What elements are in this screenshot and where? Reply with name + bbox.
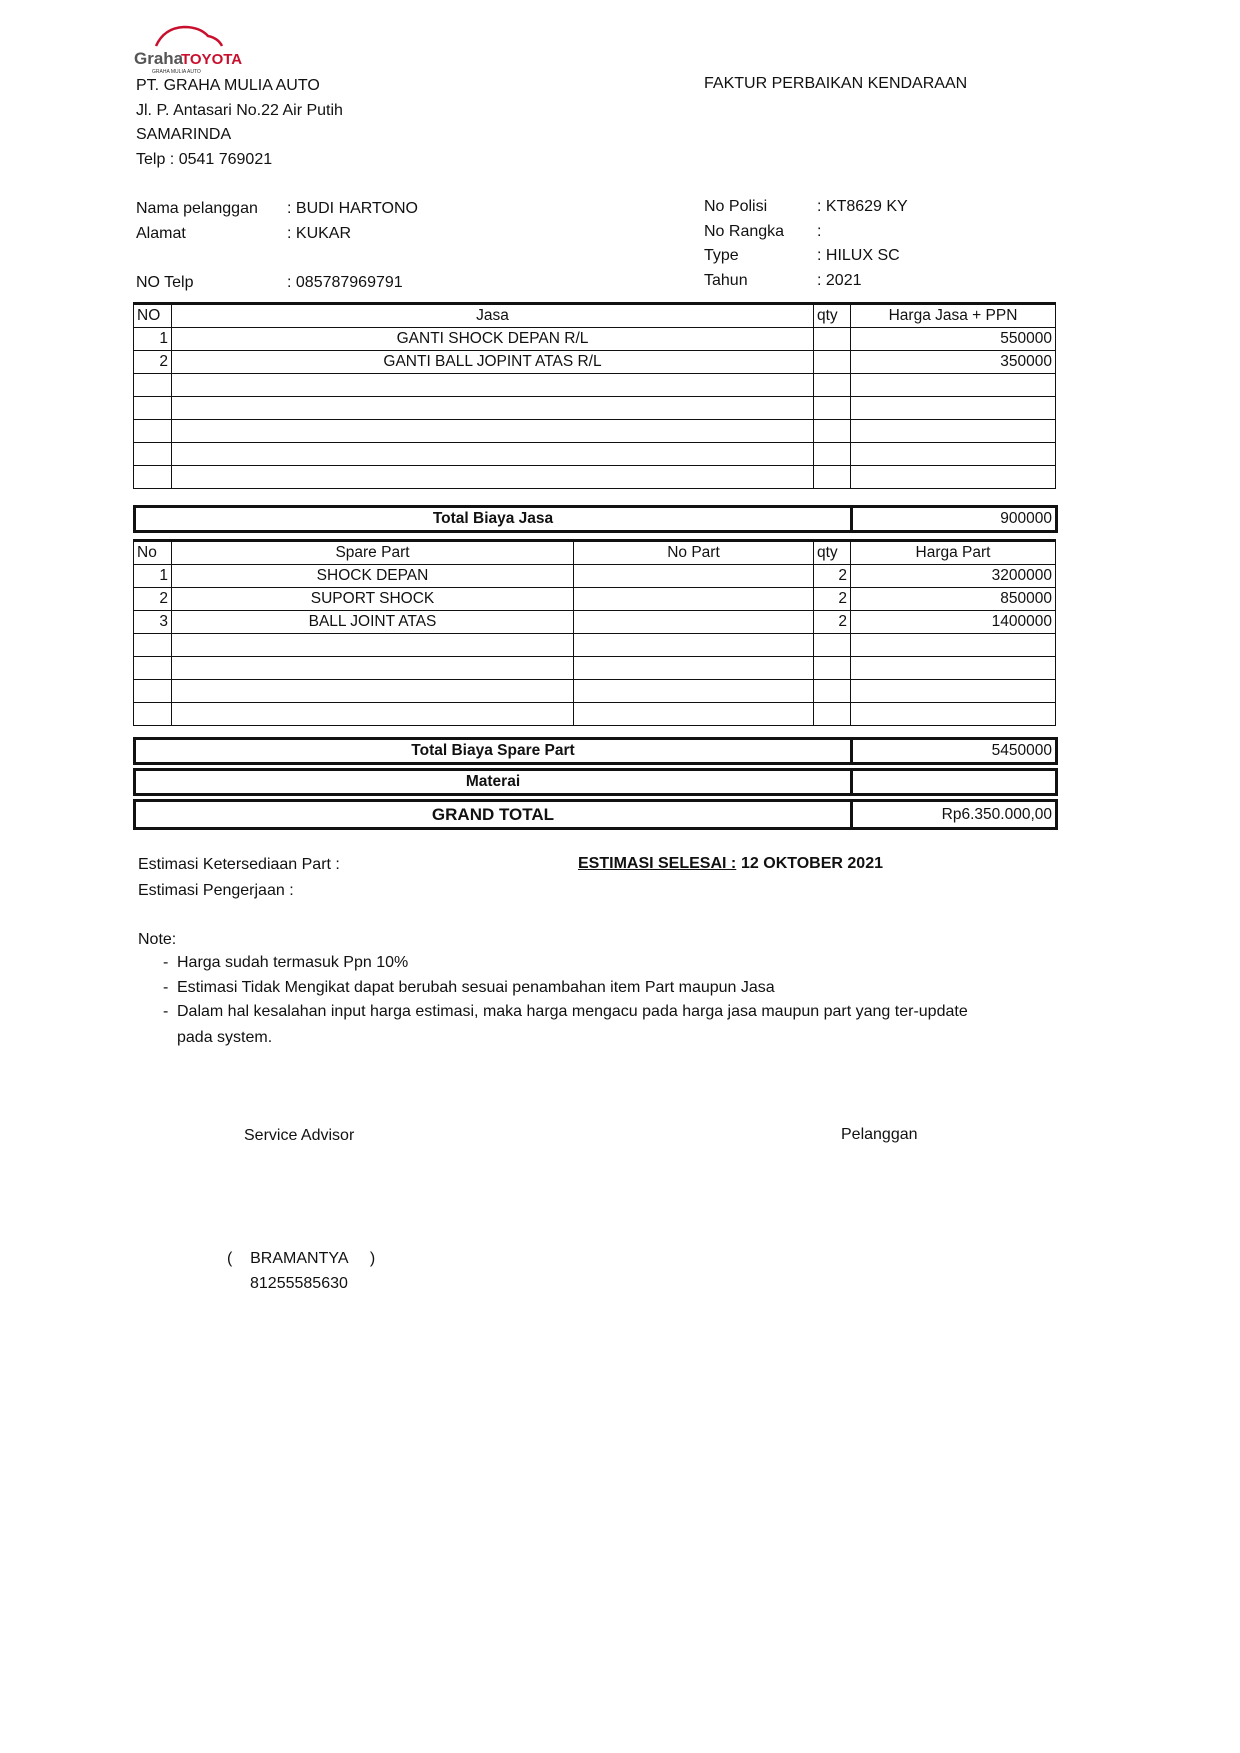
row-no	[134, 374, 172, 397]
materai-row	[133, 768, 1058, 796]
grand-total-value: Rp6.350.000,00	[852, 801, 1057, 829]
parts-total-value: 5450000	[852, 739, 1057, 764]
row-no	[134, 443, 172, 466]
row-service	[172, 374, 814, 397]
header-part-no: No Part	[574, 541, 814, 565]
note-item: Harga sudah termasuk Ppn 10%	[177, 954, 409, 971]
graha-toyota-logo	[134, 22, 244, 74]
row-qty: 2	[814, 588, 851, 611]
row-part-no	[574, 703, 814, 726]
row-no	[134, 634, 172, 657]
row-price	[851, 680, 1056, 703]
row-qty	[814, 397, 851, 420]
customer-address-value: : KUKAR	[287, 225, 352, 242]
row-price: 1400000	[851, 611, 1056, 634]
estimasi-pengerjaan-label: Estimasi Pengerjaan :	[138, 882, 294, 899]
row-service: GANTI BALL JOPINT ATAS R/L	[172, 351, 814, 374]
vehicle-chassis-value: :	[817, 223, 822, 240]
row-no	[134, 680, 172, 703]
parts-header-row	[134, 541, 1056, 565]
row-qty	[814, 466, 851, 489]
materai-value	[852, 770, 1057, 795]
row-no	[134, 657, 172, 680]
header-spare-part: Spare Part	[172, 541, 574, 565]
row-no	[134, 420, 172, 443]
header-qty: qty	[814, 304, 851, 328]
row-no: 2	[134, 351, 172, 374]
row-no: 3	[134, 611, 172, 634]
row-service: GANTI SHOCK DEPAN R/L	[172, 328, 814, 351]
vehicle-type-label: Type	[704, 247, 739, 264]
estimasi-selesai-value: 12 OKTOBER 2021	[741, 855, 883, 872]
vehicle-year-value: : 2021	[817, 272, 862, 289]
row-part-name	[172, 634, 574, 657]
note-title: Note:	[138, 931, 177, 948]
row-no: 1	[134, 565, 172, 588]
vehicle-year-label: Tahun	[704, 272, 748, 289]
jasa-total-value: 900000	[852, 507, 1057, 532]
row-no	[134, 397, 172, 420]
row-part-name: BALL JOINT ATAS	[172, 611, 574, 634]
svg-text:Graha: Graha	[134, 49, 184, 68]
jasa-row	[134, 466, 1056, 489]
advisor-name: ( BRAMANTYA )	[227, 1250, 376, 1267]
document-title: FAKTUR PERBAIKAN KENDARAAN	[704, 75, 968, 92]
jasa-row	[134, 443, 1056, 466]
row-price	[851, 634, 1056, 657]
row-qty: 2	[814, 565, 851, 588]
customer-phone-label: NO Telp	[136, 274, 194, 291]
row-qty	[814, 657, 851, 680]
header-jasa: Jasa	[172, 304, 814, 328]
row-price	[851, 420, 1056, 443]
row-qty	[814, 420, 851, 443]
row-part-name	[172, 657, 574, 680]
jasa-total-label: Total Biaya Jasa	[135, 507, 852, 532]
note-dash: -	[163, 1003, 169, 1020]
note-item: Estimasi Tidak Mengikat dapat berubah sesuai penambahan item Part maupun Jasa	[177, 979, 775, 996]
jasa-row	[134, 374, 1056, 397]
row-part-name	[172, 703, 574, 726]
row-service	[172, 420, 814, 443]
customer-phone-value: : 085787969791	[287, 274, 403, 291]
row-price: 3200000	[851, 565, 1056, 588]
row-part-no	[574, 657, 814, 680]
row-qty	[814, 351, 851, 374]
header-price: Harga Part	[851, 541, 1056, 565]
row-price: 550000	[851, 328, 1056, 351]
header-price: Harga Jasa + PPN	[851, 304, 1056, 328]
row-part-name: SUPORT SHOCK	[172, 588, 574, 611]
parts-row	[134, 588, 1056, 611]
header-no: No	[134, 541, 172, 565]
row-qty	[814, 703, 851, 726]
grand-total-row	[133, 799, 1058, 830]
row-service	[172, 466, 814, 489]
row-part-no	[574, 611, 814, 634]
row-part-name: SHOCK DEPAN	[172, 565, 574, 588]
parts-total-label: Total Biaya Spare Part	[135, 739, 852, 764]
customer-address-label: Alamat	[136, 225, 186, 242]
parts-row	[134, 611, 1056, 634]
grand-total-label: GRAND TOTAL	[135, 801, 852, 829]
note-item-continued: pada system.	[177, 1029, 273, 1046]
customer-name-value: : BUDI HARTONO	[287, 200, 418, 217]
company-name: PT. GRAHA MULIA AUTO	[136, 77, 320, 94]
company-city: SAMARINDA	[136, 126, 232, 143]
row-qty: 2	[814, 611, 851, 634]
vehicle-plate-value: : KT8629 KY	[817, 198, 908, 215]
row-no: 1	[134, 328, 172, 351]
row-price	[851, 657, 1056, 680]
row-part-name	[172, 680, 574, 703]
vehicle-type-value: : HILUX SC	[817, 247, 900, 264]
jasa-row	[134, 328, 1056, 351]
parts-row	[134, 703, 1056, 726]
row-price	[851, 466, 1056, 489]
row-qty	[814, 680, 851, 703]
row-price: 350000	[851, 351, 1056, 374]
row-service	[172, 397, 814, 420]
row-part-no	[574, 634, 814, 657]
note-item: Dalam hal kesalahan input harga estimasi, maka harga mengacu pada harga jasa maupun part yang ter-update	[177, 1003, 968, 1020]
service-advisor-label: Service Advisor	[244, 1127, 355, 1144]
parts-total	[133, 737, 1058, 765]
parts-row	[134, 680, 1056, 703]
row-part-no	[574, 588, 814, 611]
jasa-header-row	[134, 304, 1056, 328]
vehicle-plate-label: No Polisi	[704, 198, 768, 215]
materai-label: Materai	[135, 770, 852, 795]
header-qty: qty	[814, 541, 851, 565]
parts-row	[134, 657, 1056, 680]
row-no	[134, 466, 172, 489]
header-no: NO	[134, 304, 172, 328]
note-dash: -	[163, 954, 169, 971]
row-price: 850000	[851, 588, 1056, 611]
row-part-no	[574, 680, 814, 703]
row-qty	[814, 374, 851, 397]
company-phone: Telp : 0541 769021	[136, 151, 273, 168]
row-qty	[814, 634, 851, 657]
svg-text:GRAHA MULIA AUTO: GRAHA MULIA AUTO	[152, 69, 201, 74]
row-price	[851, 443, 1056, 466]
row-service	[172, 443, 814, 466]
jasa-row	[134, 420, 1056, 443]
row-qty	[814, 328, 851, 351]
parts-row	[134, 634, 1056, 657]
row-qty	[814, 443, 851, 466]
parts-row	[134, 565, 1056, 588]
row-price	[851, 397, 1056, 420]
company-address: Jl. P. Antasari No.22 Air Putih	[136, 102, 343, 119]
row-price	[851, 374, 1056, 397]
vehicle-chassis-label: No Rangka	[704, 223, 785, 240]
jasa-total	[133, 505, 1058, 533]
row-no: 2	[134, 588, 172, 611]
customer-name-label: Nama pelanggan	[136, 200, 258, 217]
advisor-phone: 81255585630	[250, 1275, 348, 1292]
row-no	[134, 703, 172, 726]
note-dash: -	[163, 979, 169, 996]
jasa-table	[133, 302, 1056, 489]
jasa-row	[134, 351, 1056, 374]
customer-signature-label: Pelanggan	[841, 1126, 918, 1143]
jasa-row	[134, 397, 1056, 420]
row-part-no	[574, 565, 814, 588]
row-price	[851, 703, 1056, 726]
estimasi-selesai-label: ESTIMASI SELESAI :	[578, 855, 737, 872]
svg-text:TOYOTA: TOYOTA	[181, 51, 243, 68]
estimasi-part-label: Estimasi Ketersediaan Part :	[138, 856, 340, 873]
parts-table	[133, 539, 1056, 726]
